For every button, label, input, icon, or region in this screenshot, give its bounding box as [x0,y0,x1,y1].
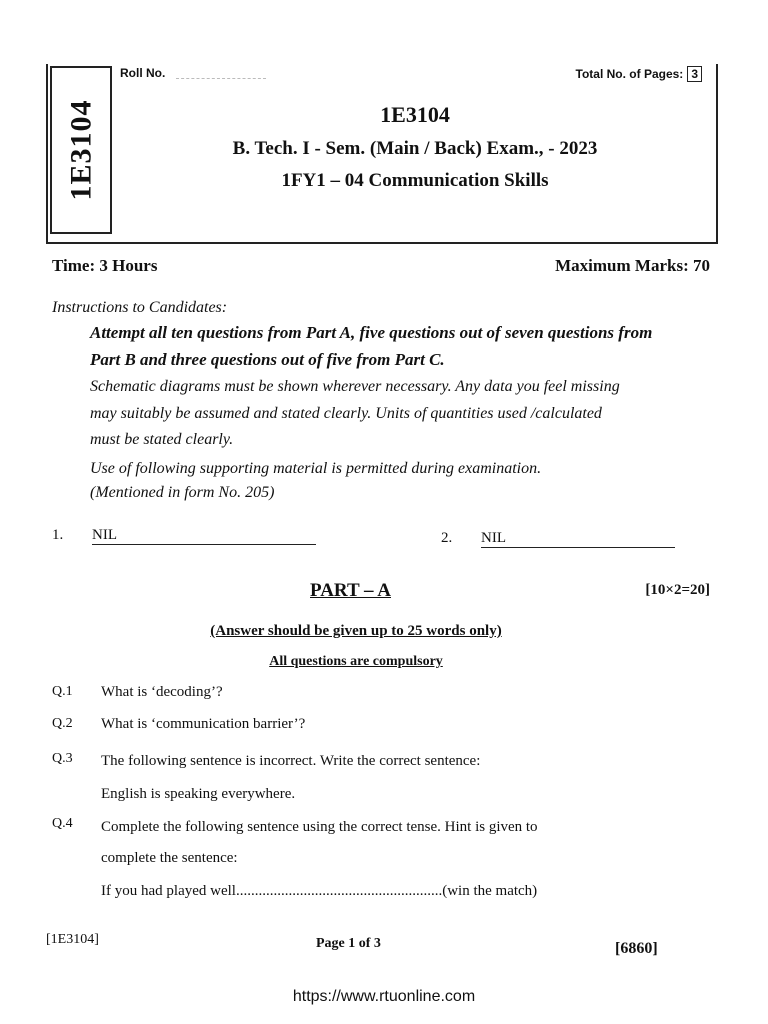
question-3-number: Q.3 [52,751,73,766]
question-2-text: What is ‘communication barrier’? [101,716,306,732]
part-a-marks: [10×2=20] [645,582,710,598]
material-1-number: 1. [52,527,64,543]
paper-code: 1E3104 [380,102,450,127]
material-1-value: NIL [92,527,316,545]
instruction-line-3: Schematic diagrams must be shown wherever necessary. Any data you feel missing [90,378,620,395]
question-3-sentence: English is speaking everywhere. [101,786,296,802]
side-code-box [50,66,112,234]
part-a-compulsory: All questions are compulsory [269,654,443,669]
instruction-line-4: may suitably be assumed and stated clearly. Units of quantities used /calculated [90,405,602,422]
side-code: 1E3104 [64,99,98,201]
material-2-number: 2. [441,530,453,546]
roll-number-field [176,78,266,79]
instruction-line-1: Attempt all ten questions from Part A, five questions out of seven questions from [90,323,653,342]
instruction-line-7: (Mentioned in form No. 205) [90,484,275,501]
header-left-border [46,64,48,244]
part-a-note: (Answer should be given up to 25 words only) [210,623,502,639]
question-4-text: Complete the following sentence using the correct tense. Hint is given to [101,819,538,835]
footer-serial: [6860] [615,940,658,957]
instructions-heading: Instructions to Candidates: [52,299,228,316]
question-3-text: The following sentence is incorrect. Write the correct sentence: [101,753,481,769]
instruction-line-2: Part B and three questions out of five from Part C. [90,350,445,369]
page-number: Page 1 of 3 [316,936,381,951]
total-pages-value: 3 [687,66,702,82]
question-4-text-continued: complete the sentence: [101,850,238,866]
total-pages [576,66,702,82]
question-4-sentence: If you had played well.......................................................(win the match) [101,883,538,899]
question-4-number: Q.4 [52,816,73,831]
total-pages-label: Total No. of Pages: [575,67,684,81]
material-2-value: NIL [481,530,675,548]
question-2-number: Q.2 [52,716,73,731]
exam-title: B. Tech. I - Sem. (Main / Back) Exam., - 2023 [232,138,598,159]
footer-paper-code: [1E3104] [46,932,99,947]
subject-title: 1FY1 – 04 Communication Skills [281,170,549,191]
time-allowed: Time: 3 Hours [52,256,158,275]
source-url: https://www.rtuonline.com [292,988,476,1005]
instruction-line-5: must be stated clearly. [90,431,234,448]
part-a-title: PART – A [310,580,391,601]
question-1-number: Q.1 [52,684,73,699]
maximum-marks: Maximum Marks: 70 [555,256,710,275]
roll-number-label: Roll No. [120,66,166,80]
instruction-line-6: Use of following supporting material is permitted during examination. [90,460,542,477]
question-1-text: What is ‘decoding’? [101,684,223,700]
